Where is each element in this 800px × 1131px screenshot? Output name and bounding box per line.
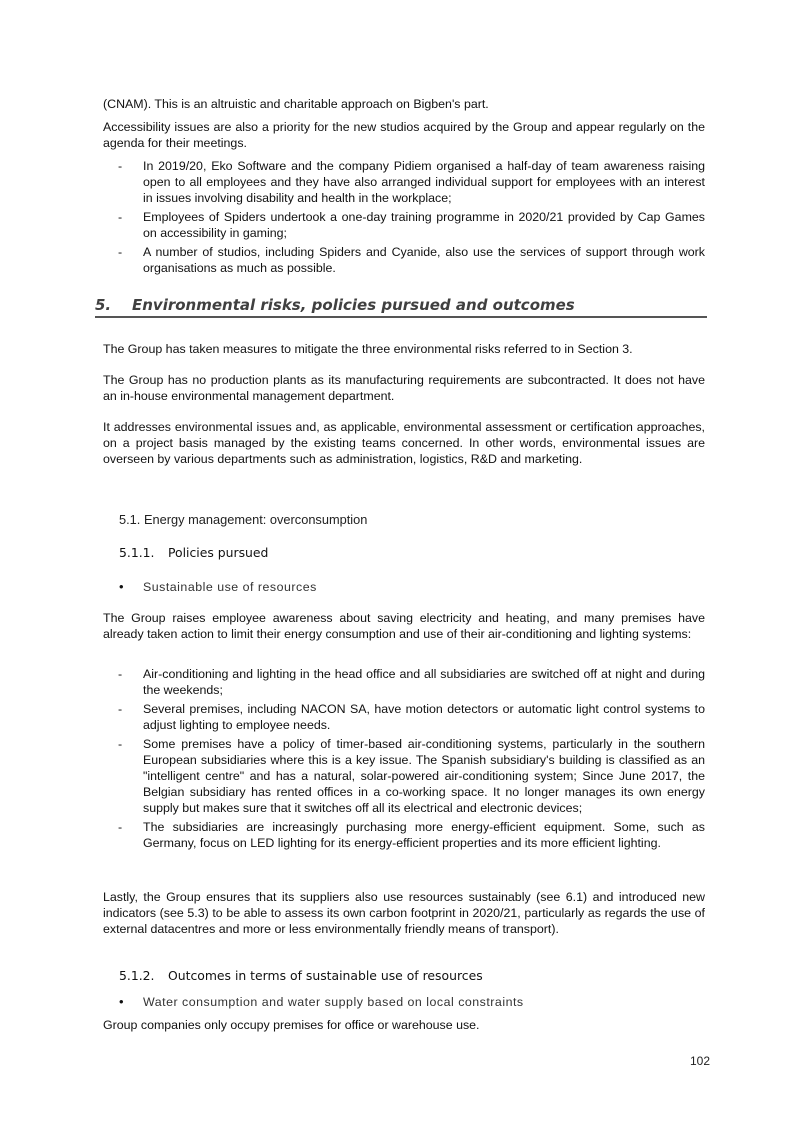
intro-bullet-list (103, 158, 705, 279)
list-item: - Some premises have a policy of timer-based air-conditioning systems, particularly in the southern European subsidiaries where this is a key issue. The Spanish subsidiary's building is classified as an "intelligent centre" and has a natural, solar-powered air-conditioning system; Since June 2017, the Belgian subsidiary has rented offices in a co-working space. It no longer manages its own energy supply but makes sure that it switches off all its electrical and electronic devices; (118, 737, 705, 815)
section-5-heading (95, 294, 707, 318)
section-5-1-heading: 5.1. Energy management: overconsumption (119, 512, 368, 527)
list-item: - In 2019/20, Eko Software and the company Pidiem organised a half-day of team awareness raising open to all employees and they have also arranged individual support for employees with an interest in issues involving disability and health in the workplace; (118, 159, 705, 205)
section-number: 5. (95, 296, 112, 314)
policy-bullet-list (103, 666, 705, 854)
page-number: 102 (690, 1054, 711, 1068)
list-item: - Air-conditioning and lighting in the head office and all subsidiaries are switched off at night and during the weekends; (118, 667, 705, 697)
section-5-1-1-closing: Lastly, the Group ensures that its suppliers also use resources sustainably (see 6.1) and introduced new indicators (see 5.3) to be able to assess its own carbon footprint in 2020/21, particularly as regards the use of external datacentres and more or less environmentally friendly means of transport). (103, 890, 705, 936)
list-item: - A number of studios, including Spiders and Cyanide, also use the services of support through work organisations as much as possible. (118, 245, 705, 275)
section-5-1-2-heading: 5.1.2. Outcomes in terms of sustainable use of resources (119, 968, 483, 983)
section-5-1-1-heading: 5.1.1. Policies pursued (119, 545, 269, 560)
section-5-1-1-paragraph: The Group raises employee awareness about saving electricity and heating, and many premises have already taken action to limit their energy consumption and use of their air-conditioning and lighting systems: (103, 611, 705, 641)
section-title: Environmental risks, policies pursued and outcomes (132, 296, 575, 314)
list-item: - Employees of Spiders undertook a one-day training programme in 2020/21 provided by Cap Games on accessibility in gaming; (118, 210, 705, 240)
intro-paragraph: Accessibility issues are also a priority for the new studios acquired by the Group and appear regularly on the agenda for their meetings. (103, 120, 705, 150)
section-5-paragraph-2: The Group has no production plants as its manufacturing requirements are subcontracted. It does not have an in-house environmental management department. (103, 373, 705, 403)
bullet-dot-icon: • (119, 579, 125, 594)
bullet-water-consumption: • Water consumption and water supply based on local constraints (119, 994, 524, 1009)
list-item: - Several premises, including NACON SA, have motion detectors or automatic light control systems to adjust lighting to employee needs. (118, 702, 705, 732)
section-5-paragraph-1: The Group has taken measures to mitigate the three environmental risks referred to in Section 3. (103, 342, 633, 356)
section-5-paragraph-3: It addresses environmental issues and, as applicable, environmental assessment or certification approaches, on a project basis managed by the existing teams concerned. In other words, environmental issues are overseen by various departments such as administration, logistics, R&D and marketing. (103, 420, 705, 466)
section-5-1-2-paragraph: Group companies only occupy premises for office or warehouse use. (103, 1018, 480, 1032)
intro-line: (CNAM). This is an altruistic and charitable approach on Bigben's part. (103, 97, 489, 111)
bullet-sustainable-use: • Sustainable use of resources (119, 579, 317, 594)
bullet-dot-icon: • (119, 994, 125, 1009)
list-item: - The subsidiaries are increasingly purchasing more energy-efficient equipment. Some, such as Germany, focus on LED lighting for its energy-efficient properties and its more efficient lighting. (118, 820, 705, 850)
